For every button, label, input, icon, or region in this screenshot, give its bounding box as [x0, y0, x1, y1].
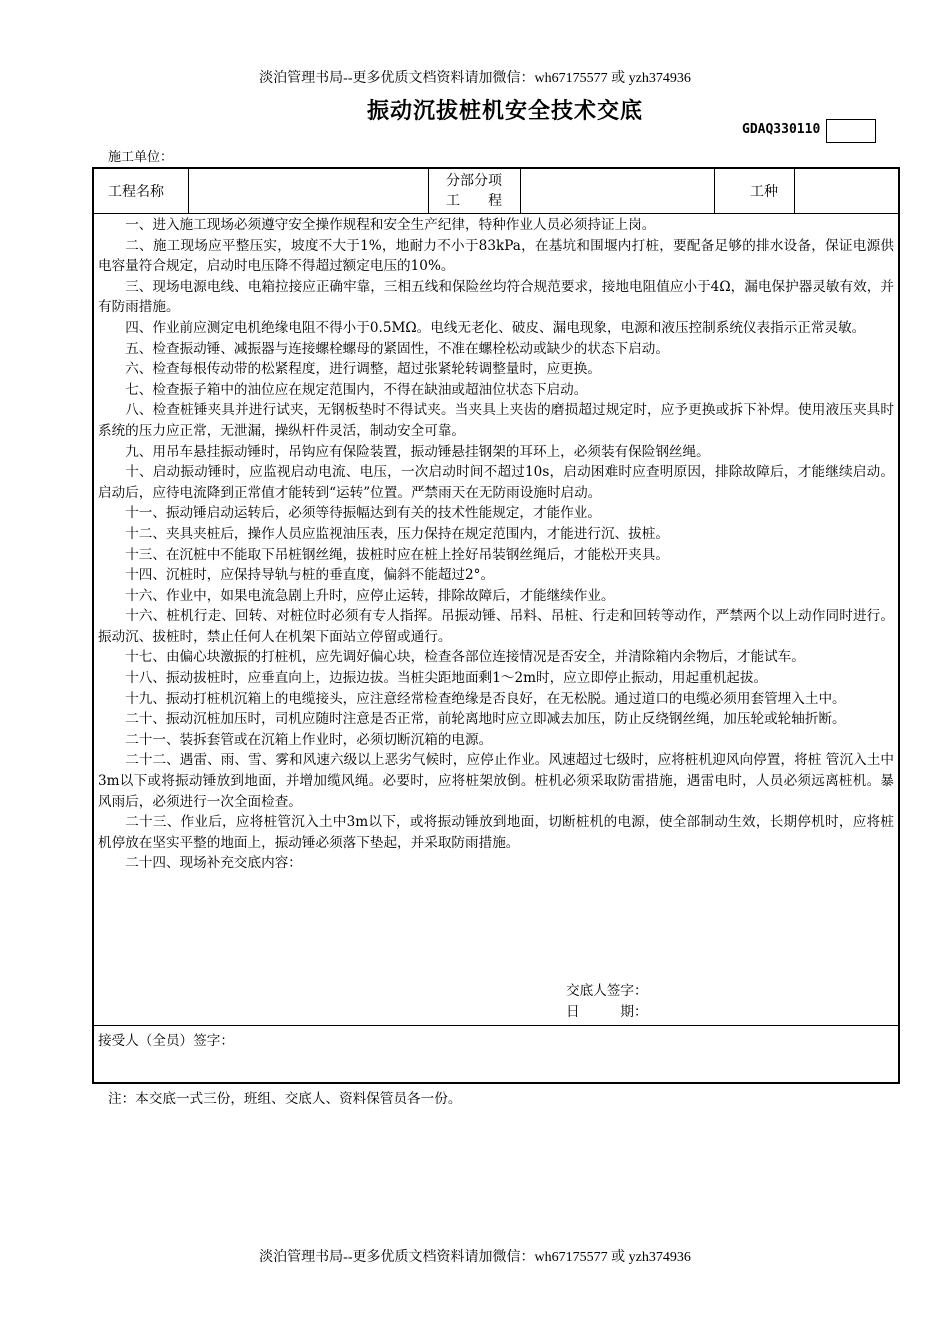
clause-item: 四、作业前应测定电机绝缘电阻不得小于0.5MΩ。电线无老化、破皮、漏电现象，电源和液压控制系统仪表指示正常灵敏。	[125, 319, 866, 336]
construction-unit-label: 施工单位：	[108, 150, 174, 165]
disclosure-date-label: 日 期：	[566, 1004, 648, 1020]
copies-note: 注：本交底一式三份，班组、交底人、资料保管员各一份。	[108, 1091, 462, 1107]
receiver-divider	[94, 1025, 898, 1026]
clause-item: 二、施工现场应平整压实，坡度不大于1%，地耐力不小于83kPa，在基坑和围堰内打桩，要配备足够的排水设备，保证电源供电容量符合规定，启动时电压降不得超过额定电压的10%。	[98, 237, 894, 275]
divider	[794, 169, 795, 213]
sub-project-label-line2: 工 程	[446, 193, 502, 209]
header-watermark-note: 淡泊管理书局--更多优质文档资料请加微信：wh67175577 或 yzh374936	[259, 71, 691, 86]
clause-item: 十一、振动锤启动运转后，必须等待振幅达到有关的技术性能规定，才能作业。	[125, 505, 601, 522]
project-name-label: 工程名称	[108, 184, 164, 200]
clause-item: 十四、沉桩时，应保持导轨与桩的垂直度，偏斜不能超过2°。	[125, 567, 495, 584]
clause-item: 一、进入施工现场必须遵守安全操作规程和安全生产纪律，特种作业人员必须持证上岗。	[125, 217, 656, 233]
clause-item: 六、检查每根传动带的松紧程度，进行调整，超过张紧轮转调整量时，应更换。	[125, 361, 601, 378]
sub-project-label	[446, 171, 502, 211]
form-header-row	[94, 169, 898, 214]
clause-item: 二十一、装拆套管或在沉箱上作业时，必须切断沉箱的电源。	[125, 731, 493, 748]
clause-item: 十八、振动拔桩时，应垂直向上，边振边拔。当桩尖距地面剩1～2m时，应立即停止振动，用起重机起拔。	[125, 670, 768, 687]
clause-item: 七、检查振子箱中的油位应在规定范围内，不得在缺油或超油位状态下启动。	[125, 381, 588, 398]
clause-item: 十、启动振动锤时，应监视启动电流、电压，一次启动时间不超过10s，启动困难时应查明原因，排除故障后，才能继续启动。启动后，应待电流降到正常值才能转到“运转”位置。严禁雨天在无防雨设施时启动。	[98, 464, 894, 501]
clause-item: 三、现场电源电线、电箱拉接应正确牢靠，三相五线和保险丝均符合规范要求，接地电阻值应小于4Ω，漏电保护器灵敏有效，并有防雨措施。	[98, 278, 894, 316]
clause-item: 十六、作业中，如果电流急剧上升时，应停止运转，排除故障后，才能继续作业。	[125, 587, 615, 604]
clause-item: 二十、振动沉桩加压时，司机应随时注意是否正常，前轮离地时应立即减去加压，防止反绕钢丝绳，加压轮或轮轴折断。	[125, 711, 846, 728]
clause-item: 五、检查振动锤、减振器与连接螺栓螺母的紧固性，不准在螺栓松动或缺少的状态下启动。	[125, 340, 669, 357]
project-name-field[interactable]	[190, 169, 426, 213]
disclosure-form	[92, 167, 900, 1084]
document-code-box[interactable]	[826, 119, 876, 143]
document-code: GDAQ330110	[742, 122, 821, 137]
divider	[428, 169, 429, 213]
sub-project-field[interactable]	[522, 169, 712, 213]
clause-item: 十六、桩机行走、回转、对桩位时必须有专人指挥。吊振动锤、吊料、吊桩、行走和回转等动作，严禁两个以上动作同时进行。振动沉、拔桩时，禁止任何人在机架下面站立停留或通行。	[98, 608, 894, 645]
divider	[188, 169, 189, 213]
clause-item: 二十四、现场补充交底内容：	[125, 855, 302, 872]
discloser-signature-label: 交底人签字：	[566, 983, 648, 999]
clause-item: 九、用吊车悬挂振动锤时，吊钩应有保险装置，振动锤悬挂钢架的耳环上，必须装有保险钢丝绳。	[125, 443, 710, 460]
footer-watermark-note: 淡泊管理书局--更多优质文档资料请加微信：wh67175577 或 yzh374936	[259, 1250, 691, 1265]
work-type-label: 工种	[750, 184, 778, 200]
clause-item: 十七、由偏心块激振的打桩机，应先调好偏心块，检查各部位连接情况是否安全，并清除箱内余物后，才能试车。	[125, 649, 805, 666]
clause-item: 十三、在沉桩中不能取下吊桩钢丝绳，拔桩时应在桩上拴好吊装钢丝绳后，才能松开夹具。	[125, 546, 669, 563]
disclosure-clauses	[94, 215, 898, 874]
sub-project-label-line1: 分部分项	[446, 173, 502, 189]
clause-item: 八、检查桩锤夹具并进行试夹，无钢板垫时不得试夹。当夹具上夹齿的磨损超过规定时，应予更换或拆下补焊。使用液压夹具时系统的压力应正常，无泄漏，操纵杆件灵活，制动安全可靠。	[98, 402, 894, 439]
clause-item: 十二、夹具夹桩后，操作人员应监视油压表，压力保持在规定范围内，才能进行沉、拔桩。	[125, 525, 669, 542]
divider	[714, 169, 715, 213]
receiver-signature-label: 接受人（全员）签字：	[98, 1033, 234, 1049]
clause-item: 十九、振动打桩机沉箱上的电缆接头，应注意经常检查绝缘是否良好，在无松脱。通过道口的电缆必须用套管埋入土中。	[125, 690, 846, 707]
page-title: 振动沉拔桩机安全技术交底	[366, 99, 643, 124]
clause-item: 二十二、遇雷、雨、雪、雾和风速六级以上恶劣气候时，应停止作业。风速超过七级时，应将桩机迎风向停置，将桩 管沉入土中3m以下或将振动锤放到地面，并增加缆风绳。必要时，应将桩架放倒。桩机必须采取防雷措施，遇雷电时，人员必须远离桩机。暴风雨后，必须进行一次全面检查。	[98, 752, 894, 810]
work-type-field[interactable]	[796, 169, 896, 213]
clause-item: 二十三、作业后，应将桩管沉入土中3m以下，或将振动锤放到地面，切断桩机的电源，使全部制动生效，长期停机时，应将桩机停放在坚实平整的地面上，振动锤必须落下垫起，并采取防雨措施。	[98, 814, 894, 851]
divider	[520, 169, 521, 213]
